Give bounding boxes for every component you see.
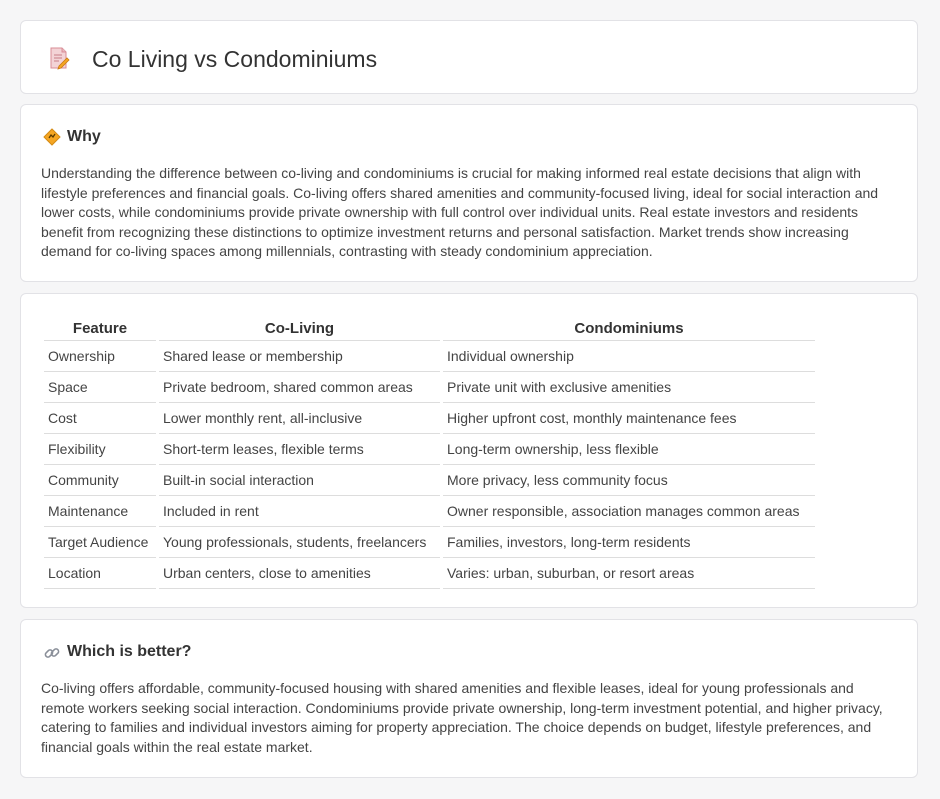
link-icon: [43, 644, 61, 662]
table-cell: More privacy, less community focus: [443, 465, 815, 496]
table-cell: Short-term leases, flexible terms: [159, 434, 440, 465]
table-cell: Location: [44, 558, 156, 589]
table-cell: Included in rent: [159, 496, 440, 527]
table-row: [44, 403, 815, 434]
table-cell: Lower monthly rent, all-inclusive: [159, 403, 440, 434]
comparison-table: [41, 314, 818, 589]
table-header-row: [44, 314, 815, 341]
header-card: [20, 20, 918, 94]
table-row: [44, 341, 815, 372]
table-row: [44, 558, 815, 589]
why-title: Why: [67, 128, 101, 145]
table-cell: Owner responsible, association manages common areas: [443, 496, 815, 527]
table-cell: Target Audience: [44, 527, 156, 558]
table-cell: Shared lease or membership: [159, 341, 440, 372]
table-cell: Young professionals, students, freelancers: [159, 527, 440, 558]
table-cell: Private bedroom, shared common areas: [159, 372, 440, 403]
document-pencil-icon: [47, 46, 71, 70]
table-cell: Individual ownership: [443, 341, 815, 372]
table-cell: Maintenance: [44, 496, 156, 527]
page-title: Co Living vs Condominiums: [92, 46, 378, 72]
table-cell: Community: [44, 465, 156, 496]
table-row: [44, 527, 815, 558]
header-feature: Feature: [44, 314, 156, 341]
table-cell: Varies: urban, suburban, or resort areas: [443, 558, 815, 589]
table-cell: Urban centers, close to amenities: [159, 558, 440, 589]
table-row: [44, 372, 815, 403]
diamond-warning-icon: [43, 128, 61, 146]
table-row: [44, 496, 815, 527]
header-condominiums: Condominiums: [443, 314, 815, 341]
table-cell: Families, investors, long-term residents: [443, 527, 815, 558]
header-co-living: Co-Living: [159, 314, 440, 341]
table-cell: Higher upfront cost, monthly maintenance fees: [443, 403, 815, 434]
table-cell: Space: [44, 372, 156, 403]
table-cell: Built-in social interaction: [159, 465, 440, 496]
why-text: Understanding the difference between co-living and condominiums is crucial for making informed real estate decisions that align with lifestyle preferences and financial goals. Co-living offers shared amenities and community-focused living, ideal for social interaction and lower costs, while condominiums provide private ownership with full control over individual units. Real estate investors and residents benefit from recognizing these distinctions to optimize investment returns and personal satisfaction. Market trends show increasing demand for co-living spaces among millennials, contrasting with steady condominium appreciation.: [41, 165, 879, 260]
table-row: [44, 434, 815, 465]
why-card: [20, 104, 918, 282]
comparison-card: [20, 293, 918, 608]
table-cell: Private unit with exclusive amenities: [443, 372, 815, 403]
which-is-better-card: [20, 619, 918, 778]
which-is-better-text: Co-living offers affordable, community-focused housing with shared amenities and flexible leases, ideal for young professionals and remote workers seeking social interaction. Condominiums provide private ownership, long-term investment potential, and higher privacy, catering to families and individual investors aiming for property appreciation. The choice depends on budget, lifestyle preferences, and financial goals within the real estate market.: [41, 680, 883, 755]
table-row: [44, 465, 815, 496]
which-is-better-title: Which is better?: [67, 643, 192, 660]
table-cell: Long-term ownership, less flexible: [443, 434, 815, 465]
table-cell: Ownership: [44, 341, 156, 372]
table-cell: Flexibility: [44, 434, 156, 465]
table-cell: Cost: [44, 403, 156, 434]
